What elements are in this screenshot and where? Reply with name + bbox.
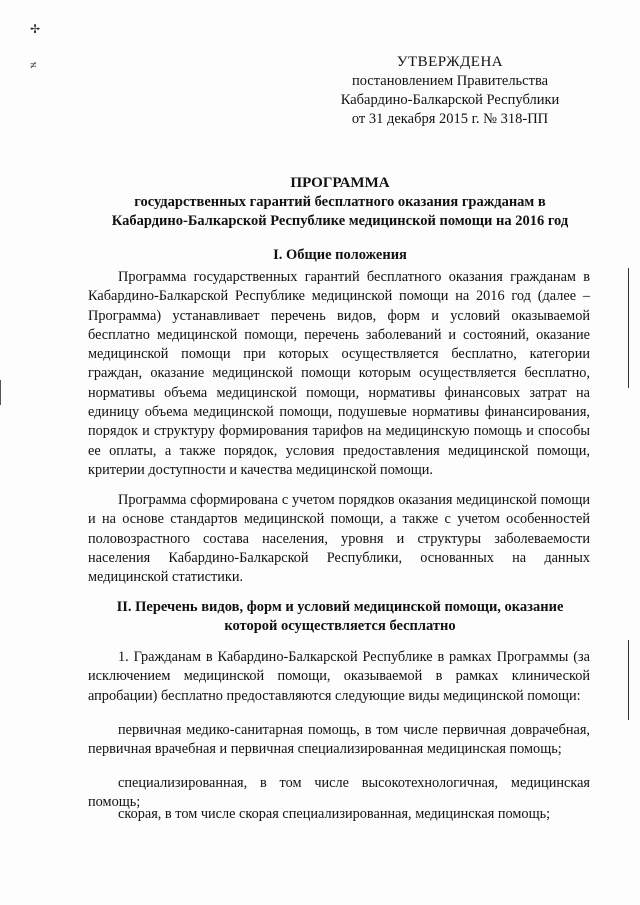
scan-mark-top: ✢: [30, 22, 41, 36]
section2-heading-2: которой осуществляется бесплатно: [224, 618, 456, 634]
program-title: ПРОГРАММА: [290, 175, 390, 191]
approval-title: УТВЕРЖДЕНА: [396, 54, 504, 70]
program-subtitle-1: государственных гарантий бесплатного оказания гражданам в: [134, 194, 546, 210]
section2-item-4: скорая, в том числе скорая специализированная, медицинская помощь;: [118, 806, 551, 822]
scan-edge-line: [628, 268, 629, 388]
scan-mark-bottom: ≠: [30, 58, 37, 72]
approval-line3: от 31 декабря 2015 г. № 318-ПП: [351, 111, 549, 127]
approval-line1: постановлением Правительства: [351, 73, 549, 89]
approval-block: [300, 53, 600, 129]
section2-item-1: 1. Гражданам в Кабардино-Балкарской Республике в рамках Программы (за исключением медицинской помощи, оказываемой в рамках клинической апробации) бесплатно предоставляются следующие виды медицинской помощи:: [88, 649, 590, 704]
program-subtitle-2: Кабардино-Балкарской Республике медицинской помощи на 2016 год: [111, 213, 569, 229]
section1-heading: I. Общие положения: [273, 247, 407, 263]
scan-edge-line-left: [0, 380, 1, 405]
approval-line2: Кабардино-Балкарской Республики: [340, 92, 560, 108]
section2-item-2: первичная медико-санитарная помощь, в том числе первичная доврачебная, первичная врачебная и первичная специализированная медицинская помощь;: [88, 722, 590, 758]
section1-paragraph-2: Программа сформирована с учетом порядков оказания медицинской помощи и на основе стандартов медицинской помощи, а также с учетом особенностей половозрастного состава населения, уровня и структуры заболеваемости населения Кабардино-Балкарской Республики, основанных на данных медицинской статистики.: [88, 492, 590, 586]
section2-item-3: специализированная, в том числе высокотехнологичная, медицинская помощь;: [88, 775, 590, 811]
section2-heading-1: II. Перечень видов, форм и условий медицинской помощи, оказание: [116, 599, 564, 615]
section1-paragraph-1: Программа государственных гарантий бесплатного оказания гражданам в Кабардино-Балкарской Республике медицинской помощи на 2016 год (далее – Программа) устанавливает перечень видов, форм и условий оказываемой бесплатно медицинской помощи, перечень заболеваний и состояний, оказание медицинской помощи при которых осуществляется бесплатно, категории граждан, оказание медицинской помощи которым осуществляется бесплатно, нормативы объема медицинской помощи, нормативы финансовых затрат на единицу объема медицинской помощи, подушевые нормативы финансирования, порядок и структуру формирования тарифов на медицинскую помощь и способы ее оплаты, а также порядок, условия предоставления медицинской помощи, критерии доступности и качества медицинской помощи.: [88, 269, 590, 478]
scan-edge-line: [628, 640, 629, 720]
